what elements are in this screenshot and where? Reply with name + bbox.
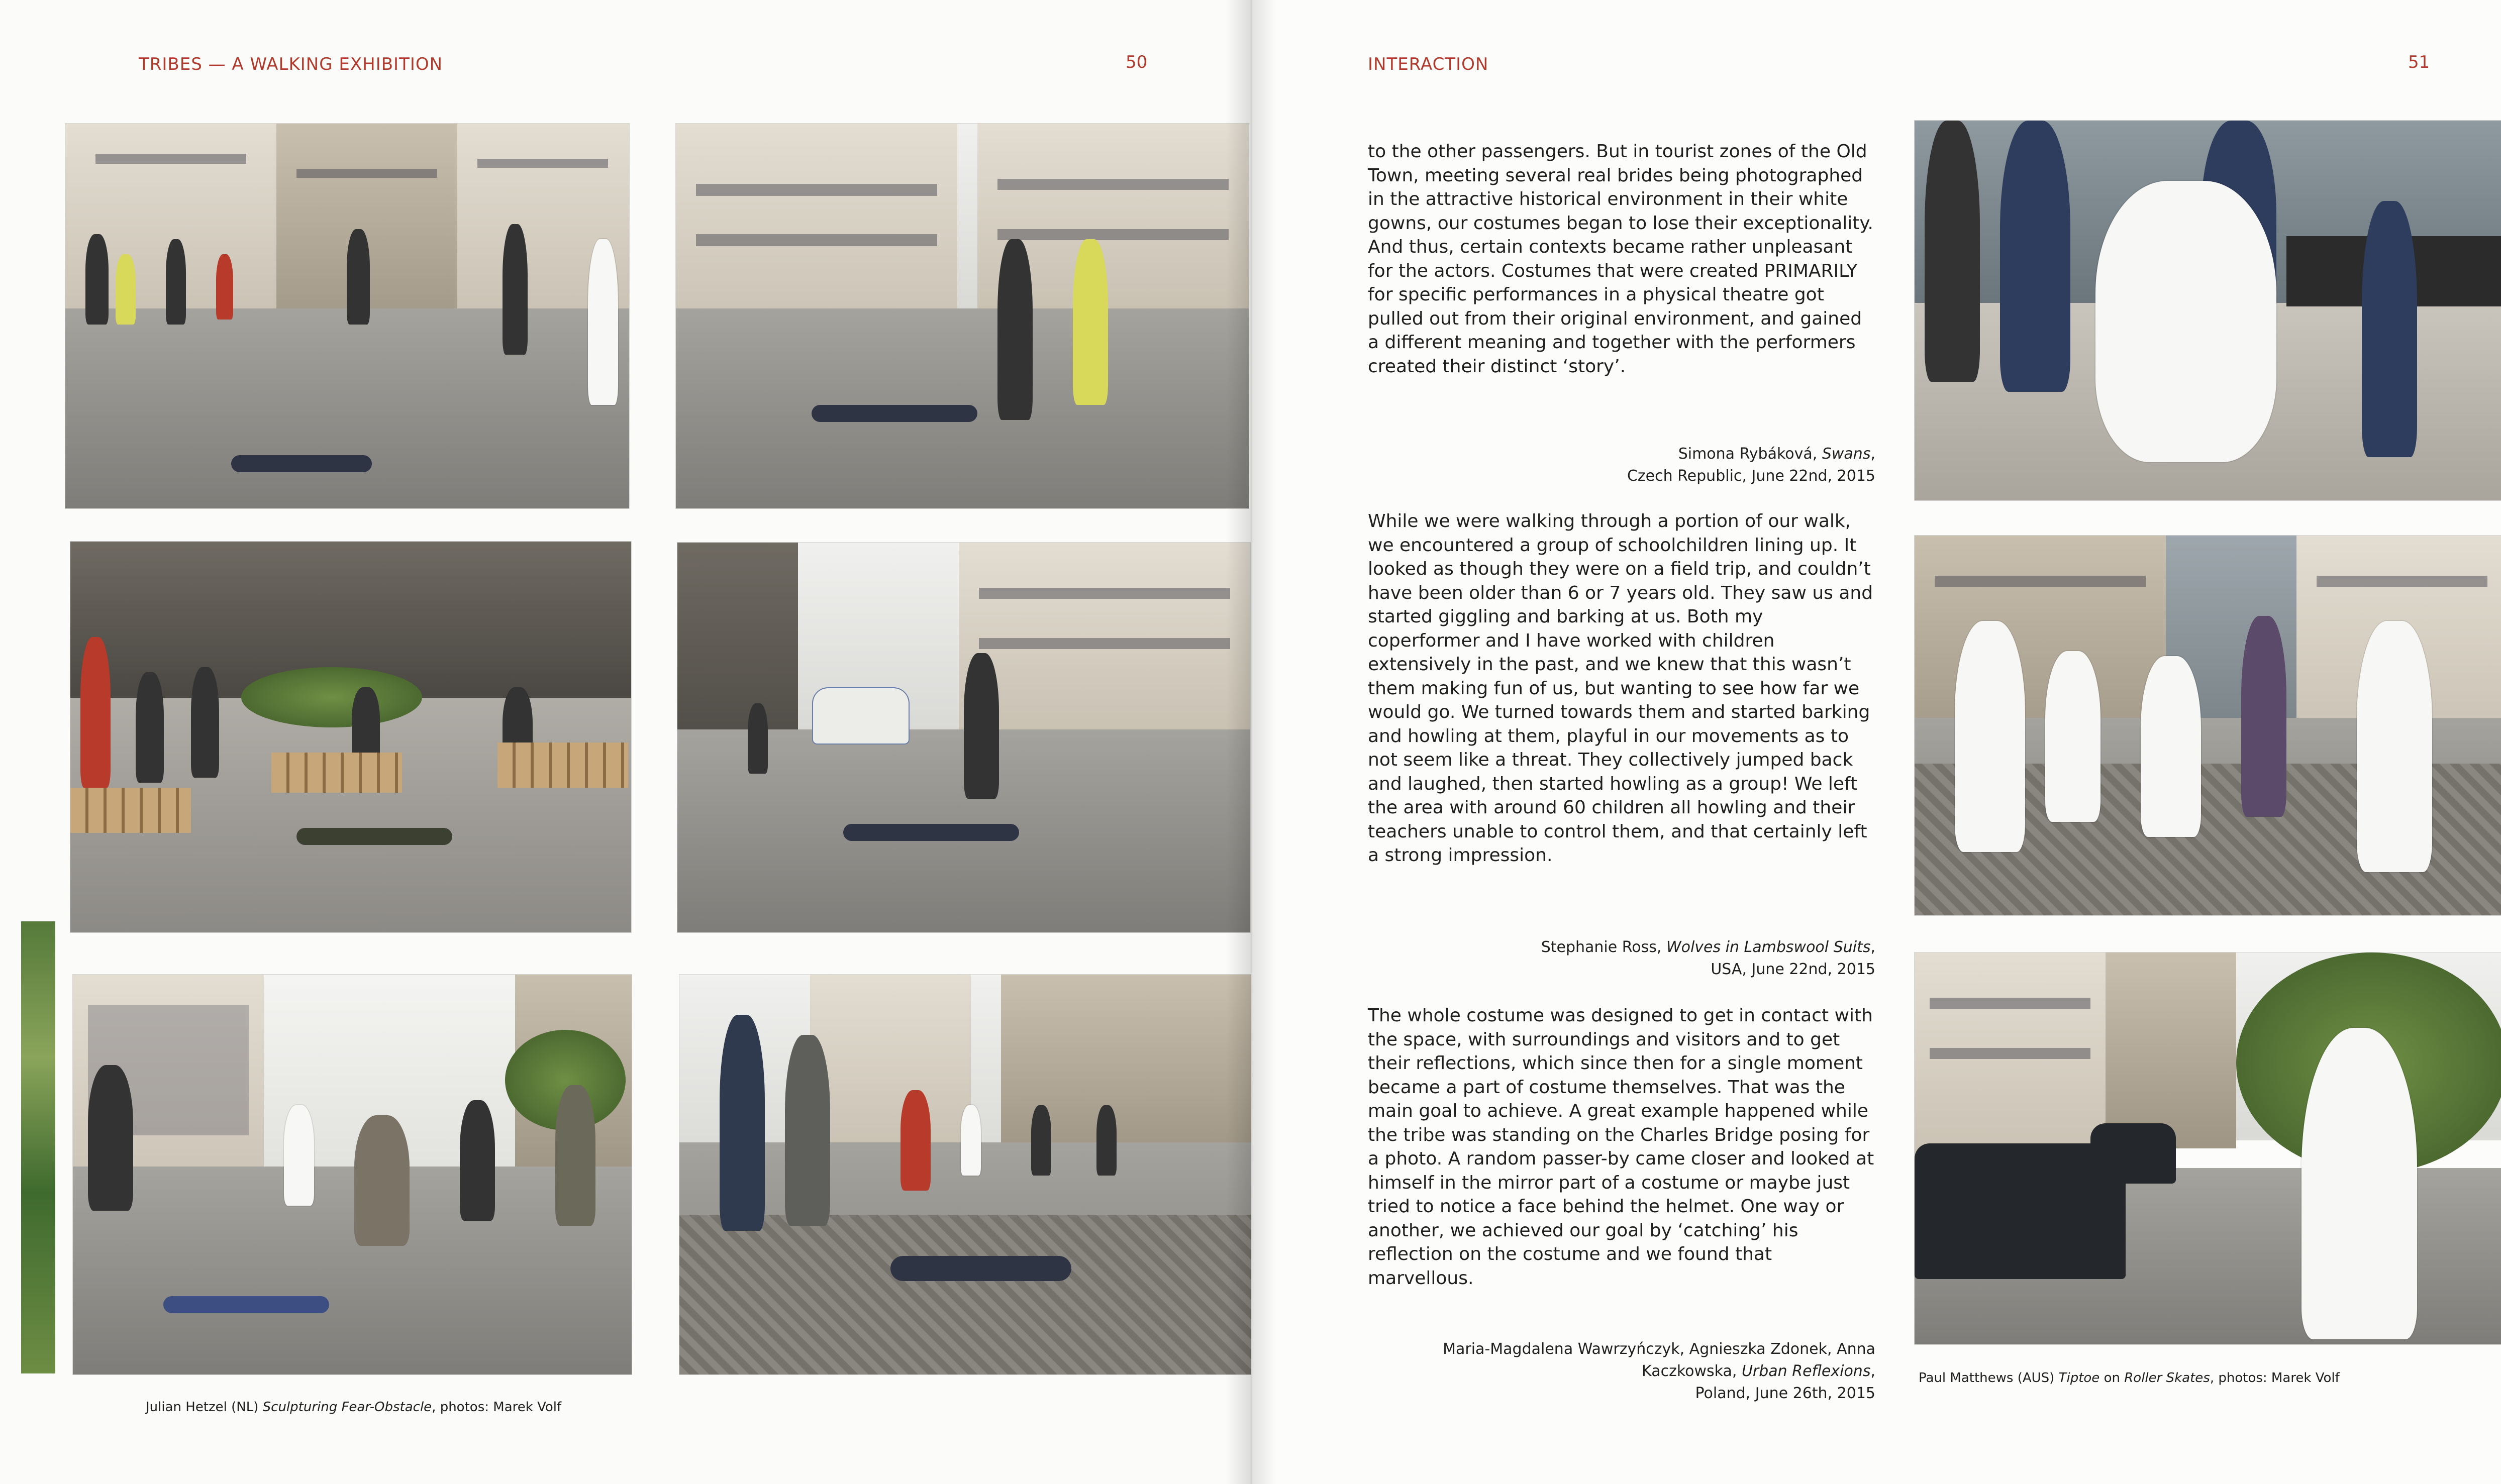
photo-pallets-plaza <box>70 542 631 932</box>
page-number-left: 50 <box>1126 52 1148 72</box>
photo-cobbles-crowd <box>679 975 1251 1374</box>
facing-page-edge <box>21 921 55 1373</box>
running-head-right: INTERACTION <box>1368 54 1489 74</box>
photo-veiled-street <box>1915 952 2501 1344</box>
credit-3-comma: , <box>1870 1362 1875 1380</box>
text-paragraph-2: While we were walking through a portion of our walk, we encountered a group of schoolchildren lining up. It looked as though they were on a field trip, and couldn’t have been older than 6 or 7 years old. They saw us and started giggling and barking at us. Both my coperformer and I have worked with children extensively in the past, and we knew that this wasn’t them making fun of us, but wanting to see how far we would go. We turned towards them and started barking and howling at them, playful in our movements as to not seem like a threat. They collectively jumped back and laughed, then started howling as a group! We left the area with around 60 children all howling and their teachers unable to control them, and that certainly left a strong impression. <box>1368 511 1873 866</box>
credit-2 <box>1368 936 1875 981</box>
credit-1-place: Czech Republic, June 22nd, 2015 <box>1627 467 1875 485</box>
photo-square-police <box>676 124 1249 508</box>
photo-caption-right <box>1919 1370 2340 1386</box>
page-number-right: 51 <box>2408 52 2430 72</box>
credit-3-name: Kaczkowska, <box>1642 1362 1742 1380</box>
credit-1-name: Simona Rybáková, <box>1678 445 1822 463</box>
credit-2-comma: , <box>1870 938 1875 956</box>
photo-pavement-crowd <box>73 975 632 1374</box>
credit-1 <box>1368 443 1875 487</box>
credit-3-line1: Maria-Magdalena Wawrzyńczyk, Agnieszka Zdonek, Anna <box>1443 1340 1875 1358</box>
photo-caption-left <box>146 1400 561 1415</box>
text-paragraph-1: to the other passengers. But in tourist zones of the Old Town, meeting several real brides being photographed in the attractive historical environment in their white gowns, our costumes began to lose their exceptionality. And thus, certain contexts became rather unpleasant for the actors. Costumes that were created PRIMARILY for specific performances in a physical theatre got pulled out from their original environment, and gained a different meaning and together with the performers created their distinct ‘story’. <box>1368 141 1873 377</box>
credit-2-place: USA, June 22nd, 2015 <box>1711 961 1875 978</box>
caption-right-artist: Paul Matthews (AUS) <box>1919 1370 2059 1386</box>
caption-right-title-2: Roller Skates <box>2124 1370 2210 1386</box>
running-head-left: TRIBES — A WALKING EXHIBITION <box>139 54 443 74</box>
caption-left-credit: , photos: Marek Volf <box>432 1400 562 1415</box>
credit-2-name: Stephanie Ross, <box>1541 938 1666 956</box>
credit-3-place: Poland, June 26th, 2015 <box>1695 1385 1875 1402</box>
caption-right-title: Tiptoe <box>2058 1370 2100 1386</box>
credit-3-title: Urban Reflexions <box>1741 1362 1871 1380</box>
photo-street-lying-person <box>65 124 629 508</box>
photo-bride-bridge <box>1915 121 2501 500</box>
photo-brides-procession <box>1915 536 2501 915</box>
caption-right-credit: , photos: Marek Volf <box>2210 1370 2340 1386</box>
credit-2-title: Wolves in Lambswool Suits <box>1666 938 1871 956</box>
credit-1-title: Swans <box>1822 445 1871 463</box>
photo-police-car <box>677 543 1250 932</box>
credit-1-comma: , <box>1870 445 1875 463</box>
caption-left-artist: Julian Hetzel (NL) <box>146 1400 263 1415</box>
text-paragraph-3: The whole costume was designed to get in contact with the space, with surroundings and visitors and to get their reflections, which since then for a single moment became a part of costume themselves. That was the main goal to achieve. A great example happened while the tribe was standing on the Charles Bridge posing for a photo. A random passer-by came closer and looked at himself in the mirror part of a costume or maybe just tried to notice a face behind the helmet. One way or another, we achieved our goal by ‘catching’ his reflection on the costume and we found that marvellous. <box>1368 1005 1874 1289</box>
caption-right-on: on <box>2099 1370 2125 1386</box>
credit-3 <box>1368 1338 1875 1405</box>
caption-left-title: Sculpturing Fear-Obstacle <box>262 1400 432 1415</box>
